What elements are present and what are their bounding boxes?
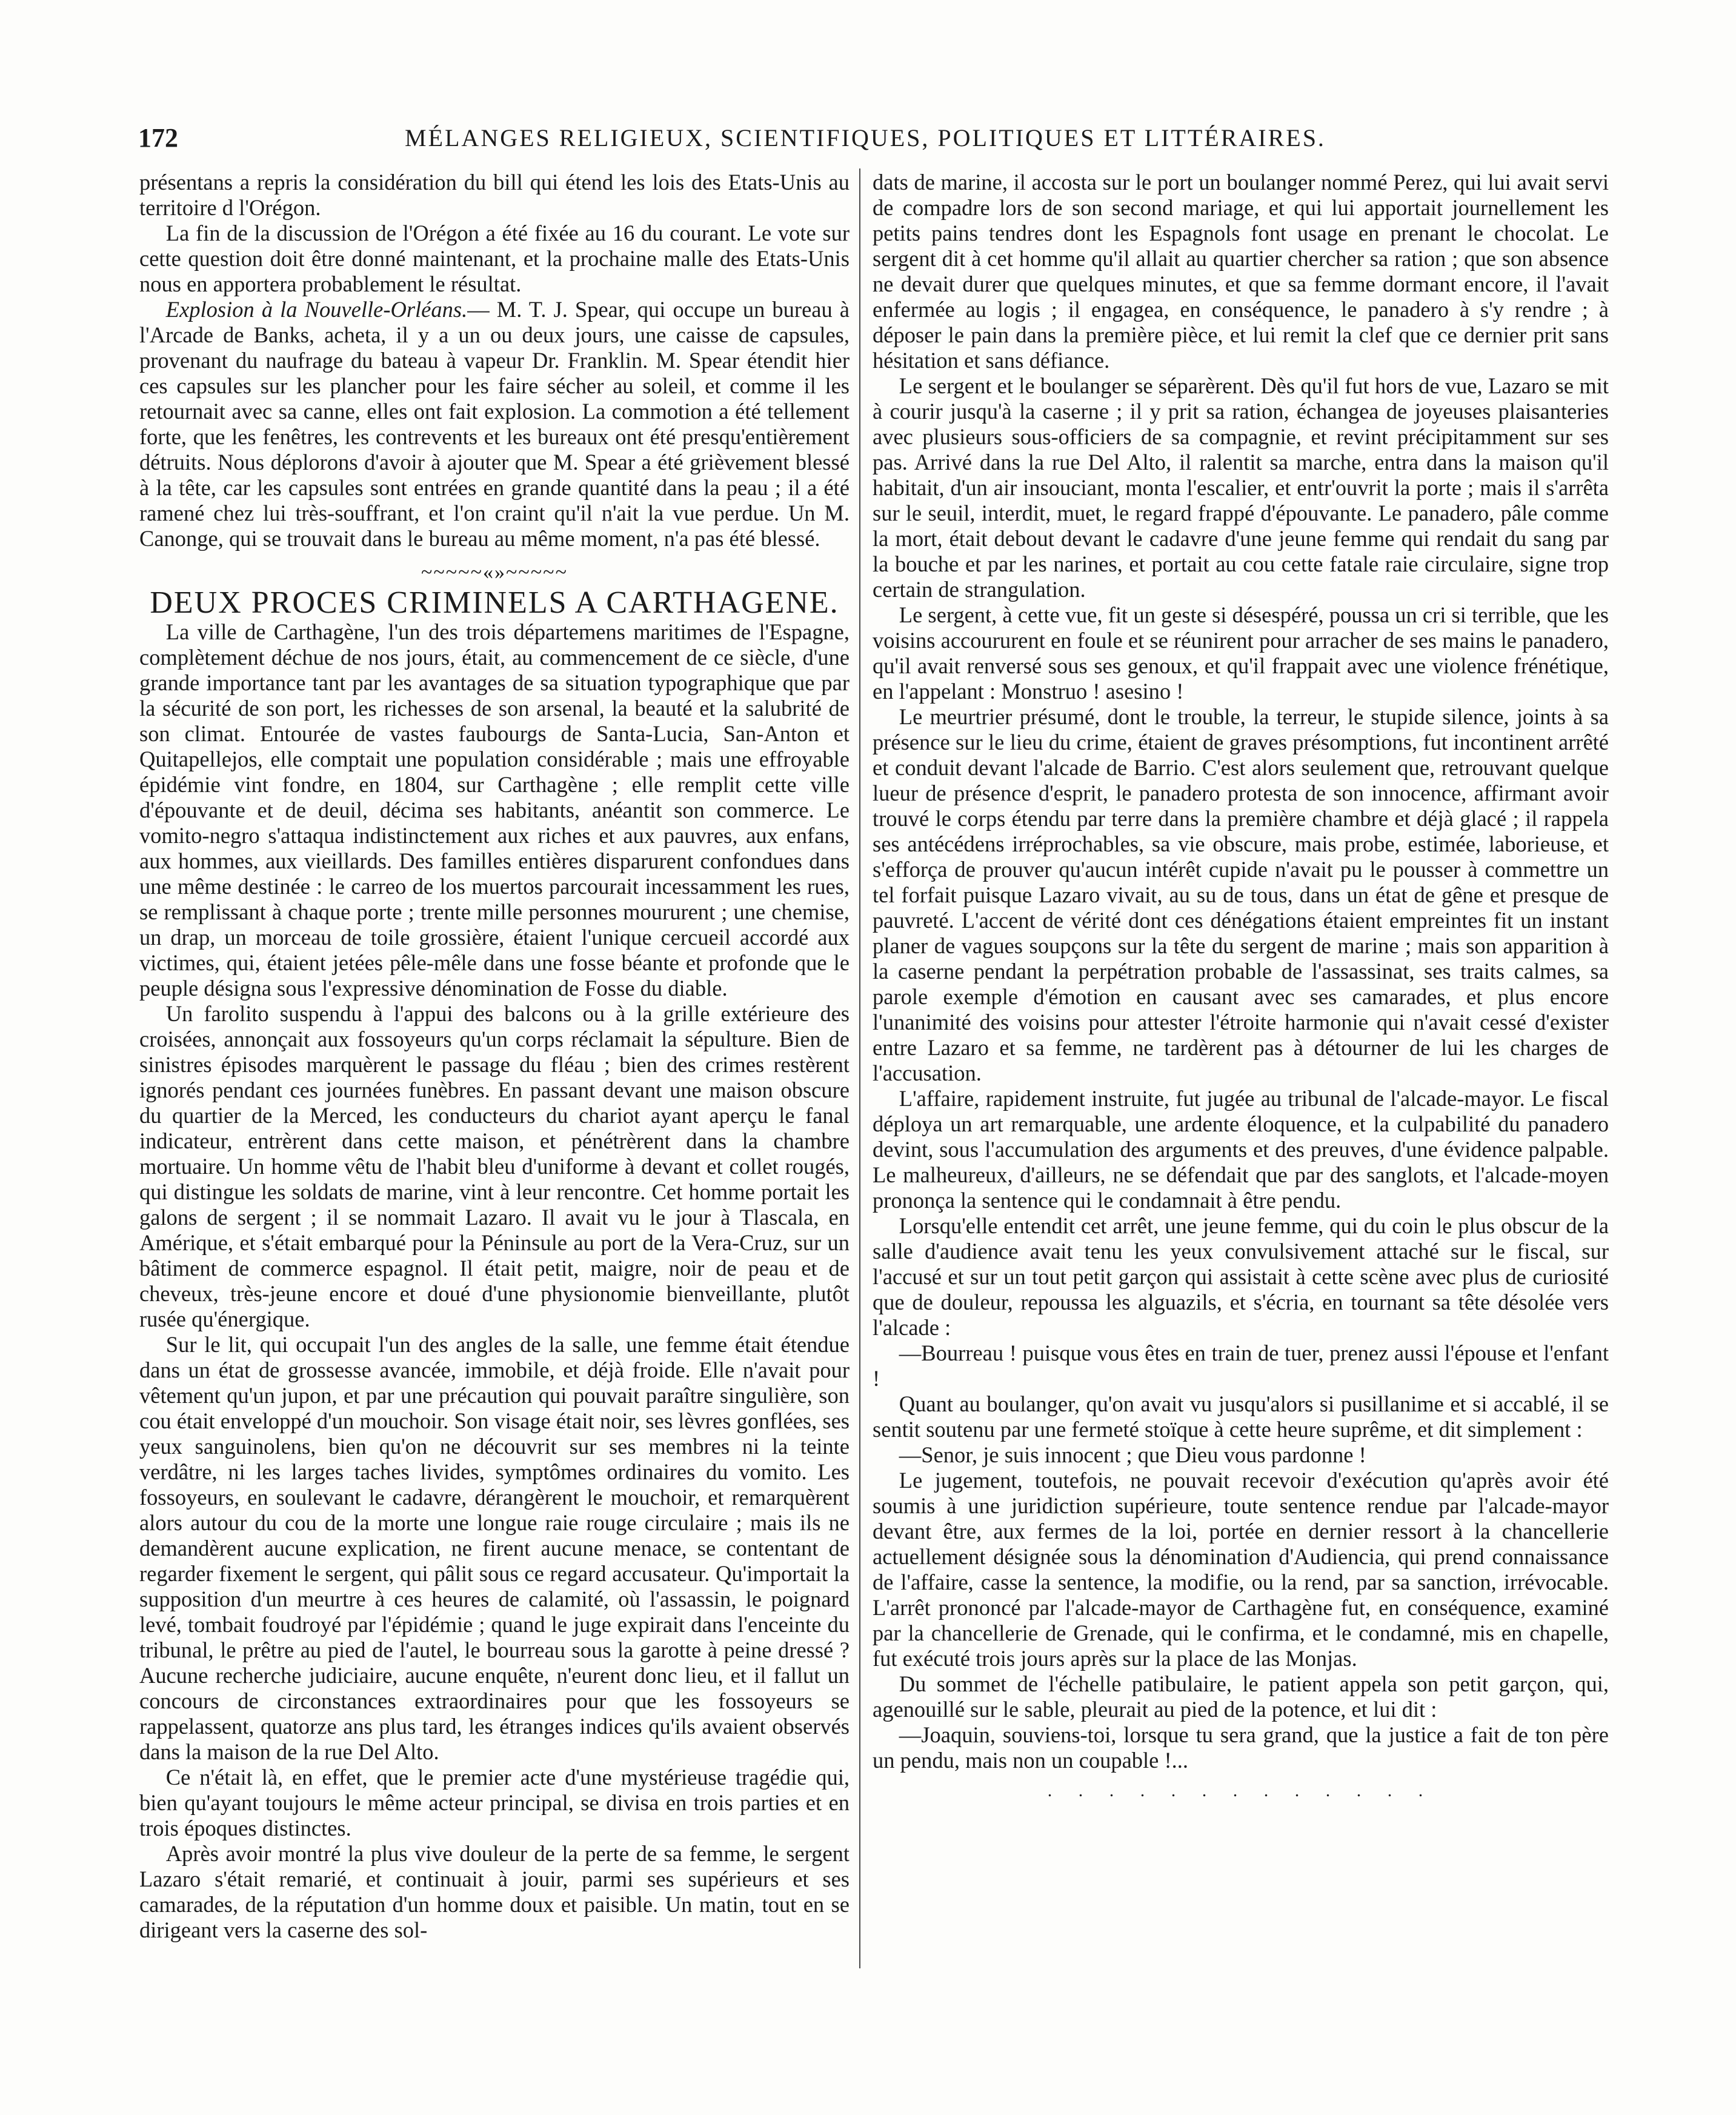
paragraph-judgment: Le jugement, toutefois, ne pouvait recevoir d'exécution qu'après avoir été soumis à une juridiction supérieure, toute sentence rendue par l'alcade-mayor devant être, aux fermes de la loi, portée en dernier ressort à la chancellerie actuellement désignée sous la dénomination d'Audiencia, qui prend connaissance de l'affaire, casse la sentence, la modifie, ou la rend, par sa sanction, irrévocable. L'arrêt prononcé par l'alcade-mayor de Carthagène fut, en conséquence, examiné par la chancellerie de Grenade, qui le confirma, et le condamné, mis en chapelle, fut exécuté trois jours après sur la place de las Monjas. — [873, 1468, 1609, 1671]
section-title: DEUX PROCES CRIMINELS A CARTHAGENE. — [150, 585, 839, 620]
page-number: 172 — [138, 123, 178, 153]
column-divider — [859, 168, 860, 1968]
explosion-heading: Explosion à la Nouvelle-Orléans. — [165, 297, 468, 322]
right-column — [873, 170, 1609, 1804]
paragraph-boulanger: Quant au boulanger, qu'on avait vu jusqu'alors si pusillanime et si accablé, il se sentit soutenu par une fermeté stoïque à cette heure suprême, et dit simplement : — [873, 1391, 1609, 1442]
paragraph-young-woman: Lorsqu'elle entendit cet arrêt, une jeune femme, qui du coin le plus obscur de la salle d'audience avait tenu les yeux convulsivement attaché sur le fiscal, sur l'accusé et sur un tout petit garçon qui assistait à cette scène avec plus de curiosité que de douleur, repoussa les alguazils, et s'écria, en tournant sa tête désolée vers l'alcade : — [873, 1213, 1609, 1340]
paragraph-trial: L'affaire, rapidement instruite, fut jugée au tribunal de l'alcade-mayor. Le fiscal déploya un art remarquable, une ardente éloquence, et la culpabilité du panadero devint, sous l'accumulation des arguments et des preuves, d'une évidence palpable. Le malheureux, d'ailleurs, ne se défendait que par des sanglots, et l'alcade-moyen prononça la sentence qui le condamnait à être pendu. — [873, 1086, 1609, 1213]
ellipsis-divider: . . . . . . . . . . . . . — [1047, 1780, 1434, 1800]
paragraph-woman-on-bed: Sur le lit, qui occupait l'un des angles de la salle, une femme était étendue dans un état de grossesse avancée, immobile, et déjà froide. Elle n'avait pour vêtement qu'un jupon, et par une précaution qui pouvait paraître singulière, son cou était enveloppé d'un mouchoir. Son visage était noir, ses lèvres gonflées, ses yeux sanguinolens, bien qu'on ne découvrit sur ses membres ni la teinte verdâtre, ni les larges taches livides, symptômes ordinaires du vomito. Les fossoyeurs, en soulevant le cadavre, dérangèrent le mouchoir, et remarquèrent alors autour du cou de la morte une longue raie rouge circulaire ; mais ils ne demandèrent aucune explication, ne firent aucune menace, se contentant de regarder fixement le sergent, qui pâlit sous ce regard accusateur. Qu'importait la supposition d'un meurtre à ces heures de calamité, où l'assassin, le poignard levé, tombait foudroyé par l'épidémie ; quand le juge expirait dans l'enceinte du tribunal, le prêtre au pied de l'autel, le bourreau sous la garotte à peine dressé ? Aucune recherche judiciaire, aucune enquête, n'eurent donc lieu, et il fallut un concours de circonstances extraordinaires pour que les fossoyeurs se rappelassent, quatorze ans plus tard, les étranges indices qu'ils avaient observés dans la maison de la rue Del Alto. — [139, 1332, 850, 1764]
left-column — [139, 170, 850, 1943]
page-header — [138, 122, 1641, 159]
explosion-text: — M. T. J. Spear, qui occupe un bureau à l'Arcade de Banks, acheta, il y a un ou deux jours, une caisse de capsules, provenant du naufrage du bateau à vapeur Dr. Franklin. M. Spear étendit hier ces capsules sur les plancher pour les faire sécher au soleil, et comme il les retournait avec sa canne, elles ont fait explosion. La commotion a été tellement forte, que les fenêtres, les contrevents et les bureaux ont été presqu'entièrement détruits. Nous déplorons d'avoir à ajouter que M. Spear a été grièvement blessé à la tête, car les capsules sont entrées en grande quantité dans la peau ; il a été ramené chez lui très-souffrant, et l'on craint qu'il n'ait la vue perdue. Un M. Canonge, qui se trouvait dans le bureau au même moment, n'a pas été blessé. — [139, 297, 850, 551]
paragraph-gallows: Du sommet de l'échelle patibulaire, le patient appela son petit garçon, qui, agenouillé sur le sable, pleurait au pied de la potence, et lui dit : — [873, 1671, 1609, 1722]
paragraph-farolito: Un farolito suspendu à l'appui des balcons ou à la grille extérieure des croisées, annonçait aux fossoyeurs qu'un corps réclamait la sépulture. Bien de sinistres épisodes marquèrent le passage du fléau ; bien des crimes restèrent ignorés pendant ces journées funèbres. En passant devant une maison obscure du quartier de la Merced, les conducteurs du chariot ayant aperçu le fanal indicateur, entrèrent dans cette maison, et pénétrèrent dans la chambre mortuaire. Un homme vêtu de l'habit bleu d'uniforme à devant et collet rougés, qui distingue les soldats de marine, vint à leur rencontre. Cet homme portait les galons de sergent ; il se nommait Lazaro. Il avait vu le jour à Tlascala, en Amérique, et s'était embarqué pour la Péninsule au port de la Vera-Cruz, sur un bâtiment de commerce espagnol. Il était petit, maigre, noir de peau et de cheveux, très-jeune encore et doué d'une physionomie bienveillante, plutôt rusée qu'énergique. — [139, 1001, 850, 1331]
paragraph-separation: Le sergent et le boulanger se séparèrent. Dès qu'il fut hors de vue, Lazaro se mit à courir jusqu'à la caserne ; il y prit sa ration, échangea de joyeuses plaisanteries avec plusieurs sous-officiers de sa compagnie, et revint précipitamment sur ses pas. Arrivé dans la rue Del Alto, il ralentit sa marche, entra dans la maison qu'il habitait, d'un air insouciant, monta l'escalier, et entr'ouvrit la porte ; mais il s'arrêta sur le seuil, interdit, muet, le regard frappé d'épouvante. Le panadero, pâle comme la mort, était debout devant le cadavre d'une jeune femme qui rendait du sang par la bouche et par les narines, et portait au cou cette fatale raie circulaire, signe trop certain de strangulation. — [873, 373, 1609, 602]
paragraph-remarried: Après avoir montré la plus vive douleur de la perte de sa femme, le sergent Lazaro s'était remarié, et continuait à jouir, parmi ses supérieurs et ses camarades, de la réputation d'un homme doux et paisible. Un matin, tout en se dirigeant vers la caserne des sol- — [139, 1841, 850, 1942]
paragraph-cry: Le sergent, à cette vue, fit un geste si désespéré, poussa un cri si terrible, que les voisins accoururent en foule et se réunirent pour arracher de ses mains le panadero, qu'il avait renversé sous ses genoux, et qu'il frappait avec une violence frénétique, en l'appelant : Monstruo ! asesino ! — [873, 602, 1609, 704]
running-title: MÉLANGES RELIGIEUX, SCIENTIFIQUES, POLITIQUES ET LITTÉRAIRES. — [405, 124, 1326, 152]
quote-bourreau: —Bourreau ! puisque vous êtes en train de tuer, prenez aussi l'épouse et l'enfant ! — [873, 1341, 1609, 1391]
paragraph-explosion — [139, 297, 850, 551]
paragraph-first-act: Ce n'était là, en effet, que le premier acte d'une mystérieuse tragédie qui, bien qu'ayant toujours le même acteur principal, se divisa en trois parties et en trois époques distinctes. — [139, 1765, 850, 1840]
paragraph-presumed-murderer: Le meurtrier présumé, dont le trouble, la terreur, le stupide silence, joints à sa présence sur le lieu du crime, étaient de graves présomptions, fut incontinent arrêté et conduit devant l'alcade de Barrio. C'est alors seulement que, retrouvant quelque lueur de présence d'esprit, le panadero protesta de son innocence, affirmant avoir trouvé le corps étendu par terre dans la première chambre et déjà glacé ; il rappela ses antécédens irréprochables, sa vie obscure, mais probe, estimée, laborieuse, et s'efforça de prouver qu'aucun intérêt cupide n'avait pu le pousser à commettre un tel forfait puisque Lazaro vivait, au su de tous, dans un état de gêne et presque de pauvreté. L'accent de vérité dont ces dénégations étaient empreintes fit un instant planer de vagues soupçons sur la tête du sergent de marine ; mais son apparition à la caserne pendant la perpétration probable de l'assassinat, ses traits calmes, sa parole exemple d'émotion en causant avec ses camarades, et plus encore l'unanimité des voisins pour attester l'étroite harmonie qui n'avait cessé d'exister entre Lazaro et sa femme, ne tardèrent pas à détourner de lui les charges de l'accusation. — [873, 704, 1609, 1085]
paragraph-carthagene: La ville de Carthagène, l'un des trois départemens maritimes de l'Espagne, complètement déchue de nos jours, était, au commencement de ce siècle, d'une grande importance tant par les avantages de sa situation typographique que par la sécurité de son port, les richesses de son arsenal, la beauté et la salubrité de son climat. Entourée de vastes faubourgs de Santa-Lucia, San-Anton et Quitapellejos, elle comptait une population considérable ; mais une effroyable épidémie vint fondre, en 1804, sur Carthagène ; elle remplit cette ville d'épouvante et de deuil, décima ses habitants, anéantit son commerce. Le vomito-negro s'attaqua indistinctement aux riches et aux pauvres, aux enfans, aux hommes, aux vieillards. Des familles entières disparurent confondues dans une même destinée : le carreo de los muertos parcourait incessamment les rues, se remplissant à chaque porte ; trente mille personnes moururent ; une chemise, un drap, un morceau de toile grossière, étaient l'unique cercueil accordé aux victimes, qui, étaient jetées pêle-mêle dans une fosse béante et profonde que le peuple désigna sous l'expressive dénomination de Fosse du diable. — [139, 619, 850, 1001]
paragraph-oregon-discussion: La fin de la discussion de l'Orégon a été fixée au 16 du courant. Le vote sur cette question doit être donné maintenant, et la prochaine malle des Etats-Unis nous en apportera probablement le résultat. — [139, 221, 850, 296]
paragraph-oregon-bill: présentans a repris la considération du bill qui étend les lois des Etats-Unis au territoire d l'Orégon. — [139, 170, 850, 220]
quote-senor: —Senor, je suis innocent ; que Dieu vous pardonne ! — [899, 1442, 1366, 1467]
quote-joaquin: —Joaquin, souviens-toi, lorsque tu sera grand, que la justice a fait de ton père un pendu, mais non un coupable !... — [873, 1722, 1609, 1773]
section-ornament: ~~~~~«»~~~~~ — [421, 561, 568, 584]
paragraph-baker: dats de marine, il accosta sur le port un boulanger nommé Perez, qui lui avait servi de compadre lors de son second mariage, et qui lui apportait journellement les petits pains tendres dont les Espagnols font usage en prenant le chocolat. Le sergent dit à cet homme qu'il allait au quartier chercher sa ration ; que son absence ne devait durer que quelques minutes, et que sa femme dormant encore, il l'avait enfermée au logis ; il engagea, en conséquence, le panadero à s'y rendre ; à déposer le pain dans la première pièce, et lui remit la clef que ce dernier prit sans hésitation et sans défiance. — [873, 170, 1609, 373]
